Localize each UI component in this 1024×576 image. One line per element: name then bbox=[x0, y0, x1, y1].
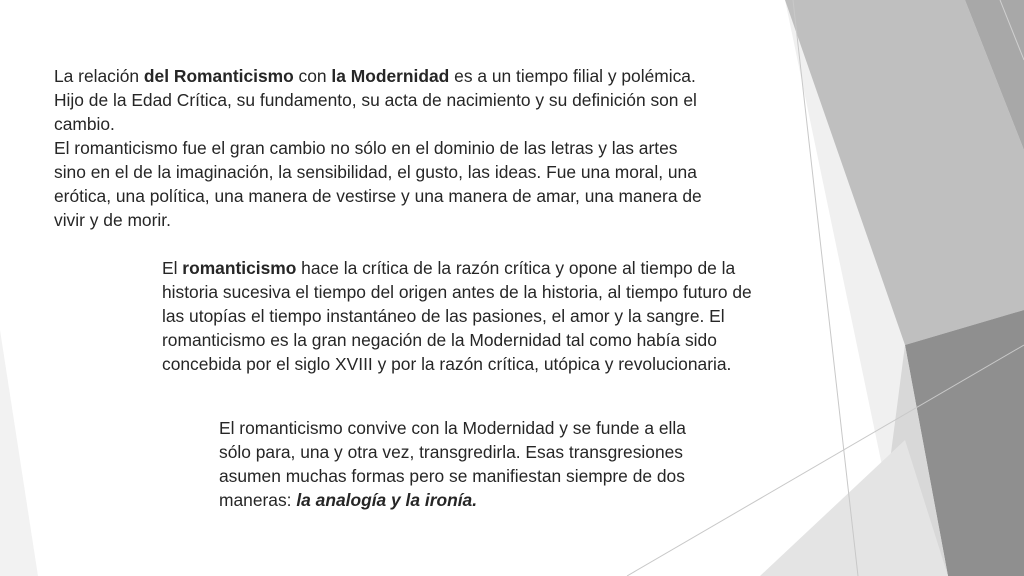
paragraph-line: cambio. bbox=[54, 114, 115, 134]
paragraph-transgression bbox=[219, 416, 686, 512]
left-facet-shape bbox=[0, 330, 38, 576]
paragraph-line: asumen muchas formas pero se manifiestan siempre de dos bbox=[219, 466, 685, 486]
paragraph-line: las utopías el tiempo instantáneo de las pasiones, el amor y la sangre. El bbox=[162, 306, 725, 326]
paragraph-line: El romanticismo fue el gran cambio no sólo en el dominio de las letras y las artes bbox=[54, 138, 678, 158]
paragraph-line: El romanticismo convive con la Modernidad y se funde a ella bbox=[219, 418, 686, 438]
paragraph-line: La relación del Romanticismo con la Modernidad es a un tiempo filial y polémica. bbox=[54, 66, 696, 86]
bold-text: la Modernidad bbox=[331, 66, 450, 86]
paragraph-critique-of-reason bbox=[162, 256, 752, 376]
bold-text: romanticismo bbox=[182, 258, 297, 278]
paragraph-relation-modernity bbox=[54, 64, 702, 232]
paragraph-line: vivir y de morir. bbox=[54, 210, 171, 230]
paragraph-line: concebida por el siglo XVIII y por la razón crítica, utópica y revolucionaria. bbox=[162, 354, 732, 374]
paragraph-line: romanticismo es la gran negación de la Modernidad tal como había sido bbox=[162, 330, 717, 350]
paragraph-line: sólo para, una y otra vez, transgredirla. Esas transgresiones bbox=[219, 442, 683, 462]
paragraph-line: maneras: la analogía y la ironía. bbox=[219, 490, 478, 510]
paragraph-line: historia sucesiva el tiempo del origen antes de la historia, al tiempo futuro de bbox=[162, 282, 752, 302]
paragraph-line: El romanticismo hace la crítica de la razón crítica y opone al tiempo de la bbox=[162, 258, 736, 278]
bold-italic-text: la analogía y la ironía. bbox=[296, 490, 478, 510]
paragraph-line: Hijo de la Edad Crítica, su fundamento, su acta de nacimiento y su definición son el bbox=[54, 90, 697, 110]
bold-text: del Romanticismo bbox=[143, 66, 294, 86]
paragraph-line: sino en el de la imaginación, la sensibilidad, el gusto, las ideas. Fue una moral, una bbox=[54, 162, 697, 182]
paragraph-line: erótica, una política, una manera de vestirse y una manera de amar, una manera de bbox=[54, 186, 702, 206]
